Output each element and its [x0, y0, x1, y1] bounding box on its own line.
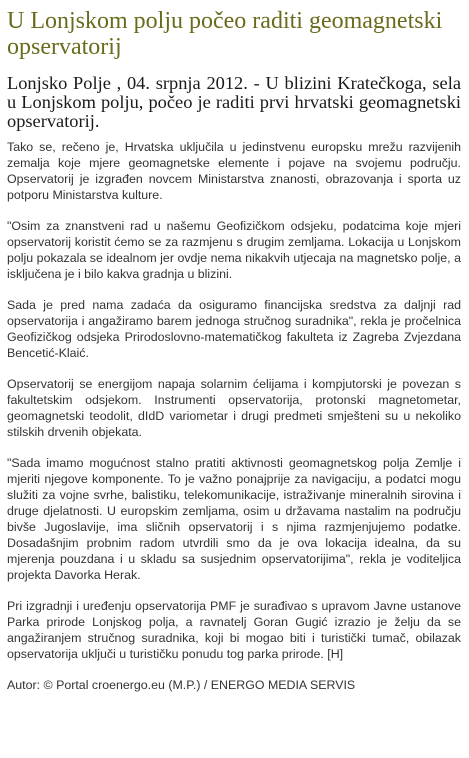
article-paragraph-2: "Osim za znanstveni rad u našemu Geofizičkom odsjeku, podatcima koje mjeri opservatorij koristit ćemo se za razmjenu s drugim zemljama. Lokacija u Lonjskom polju pokazala se idealnom jer ovdje nema nikakvih utjecaja na magnetsko polje, a isključena je i bilo kakva gradnja u blizini. [7, 219, 461, 281]
article-lead: Lonjsko Polje , 04. srpnja 2012. - U blizini Kratečkoga, sela u Lonjskom polju, počeo je raditi prvi hrvatski geomagnetski opservatorij. [7, 73, 461, 131]
article-paragraph-6: Pri izgradnji i uređenju opservatorija PMF je surađivao s upravom Javne ustanove Parka prirode Lonjskog polja, a ravnatelj Goran Gugić izrazio je želju da se angažiranjem stručnog suradnika, koji bi mogao biti i turistički tumač, obilazak opservatorija uključi u turističku ponudu tog parka prirode. [H] [7, 599, 461, 661]
article-paragraph-1: Tako se, rečeno je, Hrvatska uključila u jedinstvenu europsku mrežu razvijenih zemalja koje mjere geomagnetske elemente i pojave na svojemu području. Opservatorij je izgrađen novcem Ministarstva znanosti, obrazovanja i sporta uz potporu Ministarstva kulture. [7, 140, 461, 202]
article-title: U Lonjskom polju počeo raditi geomagnetski opservatorij [7, 8, 443, 60]
article-author: Autor: © Portal croenergo.eu (M.P.) / ENERGO MEDIA SERVIS [7, 678, 356, 692]
article-paragraph-4: Opservatorij se energijom napaja solarnim ćelijama i kompjutorski je povezan s fakultetskim odsjekom. Instrumenti opservatorija, protonski magnetometar, geomagnetski teodolit, dIdD variometar i drugi predmeti smješteni su u nekoliko stilskih drvenih objekata. [7, 377, 461, 439]
article-paragraph-3: Sada je pred nama zadaća da osiguramo financijska sredstva za daljnji rad opservatorija i angažiramo barem jednoga stručnog suradnika", rekla je pročelnica Geofizičkog odsjeka Prirodoslovno-matematičkog fakulteta iz Zagreba Zvjezdana Bencetić-Klaić. [7, 298, 461, 360]
article-paragraph-5: "Sada imamo mogućnost stalno pratiti aktivnosti geomagnetskog polja Zemlje i mjeriti njegove komponente. To je važno ponajprije za navigaciju, a podatci mogu služiti za vojne svrhe, balistiku, telekomunikacije, istraživanje mineralnih sirovina i druge djelatnosti. U europskim zemljama, osim u državama nastalim na području bivše Jugoslavije, ima sličnih opservatorij i s njima razmjenjujemo podatke. Dosadašnjim probnim radom utvrdili smo da je ova lokacija idealna, da su mjerenja pouzdana i u skladu sa susjednim opservatorijima", rekla je voditeljica projekta Davorka Herak. [7, 456, 461, 582]
